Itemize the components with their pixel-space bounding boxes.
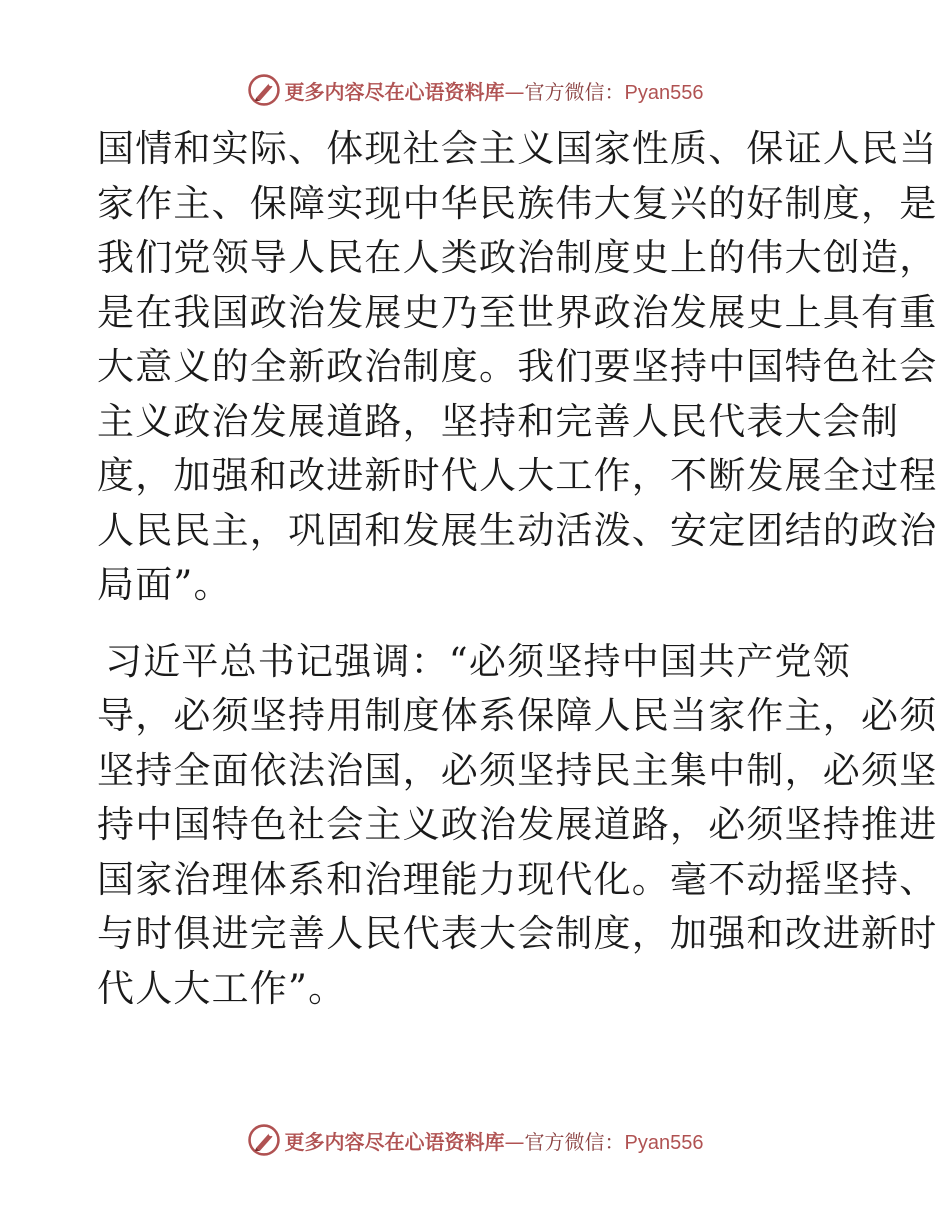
watermark-main: 更多内容尽在心语资料库 xyxy=(284,1129,505,1154)
text-line: 局面”。 xyxy=(97,563,232,606)
text-line: 是在我国政治发展史乃至世界政治发展史上具有重 xyxy=(97,290,938,334)
pen-seal-icon xyxy=(247,73,281,107)
watermark-main: 更多内容尽在心语资料库 xyxy=(284,79,505,104)
watermark-text xyxy=(285,76,704,105)
text-line: 坚持全面依法治国，必须坚持民主集中制，必须坚 xyxy=(97,748,938,792)
text-line: 大意义的全新政治制度。我们要坚持中国特色社会 xyxy=(97,345,938,388)
text-line: 人民民主，巩固和发展生动活泼、安定团结的政治 xyxy=(97,508,938,552)
text-line: 国家治理体系和治理能力现代化。毫不动摇坚持、 xyxy=(97,857,938,901)
text-line: 导，必须坚持用制度体系保障人民当家作主，必须 xyxy=(97,694,938,737)
text-line: 家作主、保障实现中华民族伟大复兴的好制度，是 xyxy=(97,181,938,225)
paragraph-1 xyxy=(97,122,938,613)
text-line: 度，加强和改进新时代人大工作，不断发展全过程 xyxy=(97,454,938,497)
text-line: 与时俱进完善人民代表大会制度，加强和改进新时 xyxy=(97,912,938,955)
text-line: 主义政治发展道路，坚持和完善人民代表大会制 xyxy=(97,399,900,443)
document-body xyxy=(97,122,938,1016)
text-line: 国情和实际、体现社会主义国家性质、保证人民当 xyxy=(97,127,938,170)
text-line: 习近平总书记强调：“必须坚持中国共产党领 xyxy=(105,639,851,683)
watermark-sub: 官方微信： xyxy=(524,1129,625,1154)
watermark-id: Pyan556 xyxy=(624,1131,704,1154)
watermark-dash: — xyxy=(504,79,525,104)
watermark-sub: 官方微信： xyxy=(524,79,625,104)
watermark-id: Pyan556 xyxy=(624,81,704,104)
pen-seal-icon xyxy=(247,1123,281,1157)
paragraph-2 xyxy=(97,635,938,1017)
footer-watermark xyxy=(0,1120,950,1160)
watermark-dash: — xyxy=(504,1129,525,1154)
text-line: 我们党领导人民在人类政治制度史上的伟大创造， xyxy=(97,236,938,279)
header-watermark xyxy=(0,70,950,110)
watermark-text xyxy=(285,1126,704,1155)
text-line: 代人大工作”。 xyxy=(97,966,347,1010)
text-line: 持中国特色社会主义政治发展道路，必须坚持推进 xyxy=(97,803,938,846)
